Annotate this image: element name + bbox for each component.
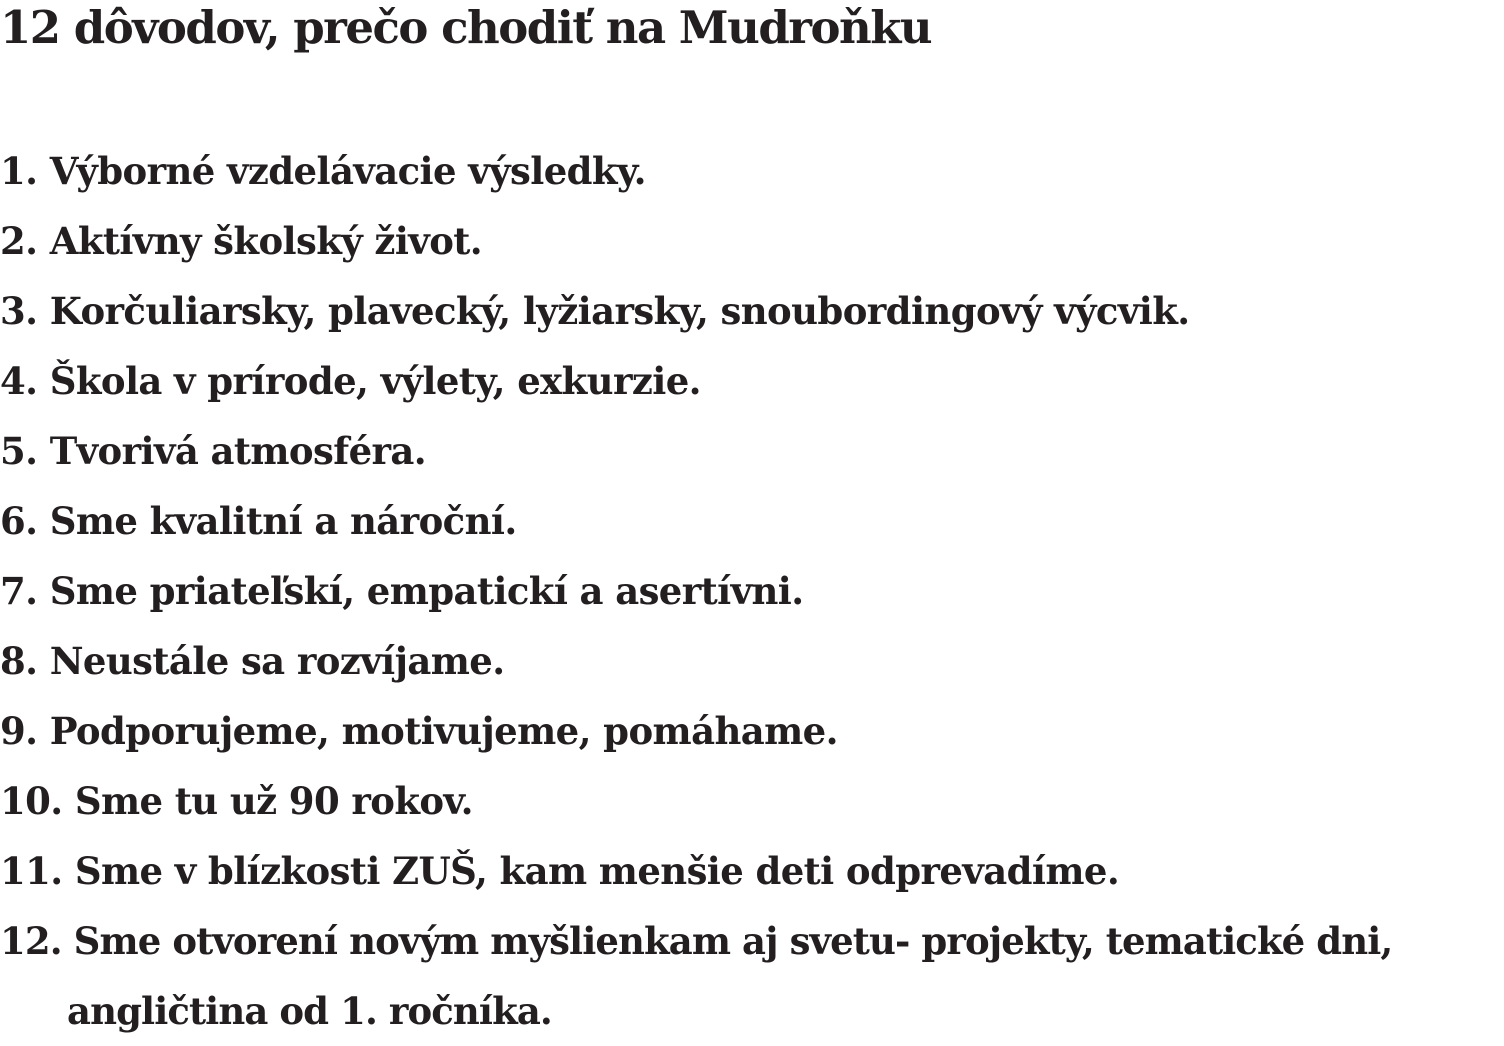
reason-item-4: 4. Škola v prírode, výlety, exkurzie. — [0, 359, 701, 403]
reason-item-5: 5. Tvorivá atmosféra. — [0, 429, 427, 473]
reason-item-8: 8. Neustále sa rozvíjame. — [0, 639, 505, 683]
reason-item-3: 3. Korčuliarsky, plavecký, lyžiarsky, snoubordingový výcvik. — [0, 289, 1190, 333]
reason-item-9: 9. Podporujeme, motivujeme, pomáhame. — [0, 709, 838, 753]
reason-item-10: 10. Sme tu už 90 rokov. — [0, 779, 473, 823]
reason-item-6: 6. Sme kvalitní a nároční. — [0, 499, 517, 543]
reason-item-12: 12. Sme otvorení novým myšlienkam aj svetu- projekty, tematické dni, angličtina od 1. ročníka. — [0, 919, 1393, 1033]
reason-item-2: 2. Aktívny školský život. — [0, 219, 483, 263]
page-title: 12 dôvodov, prečo chodiť na Mudroňku — [0, 1, 932, 54]
reason-item-11: 11. Sme v blízkosti ZUŠ, kam menšie deti odprevadíme. — [0, 849, 1120, 893]
reasons-list — [0, 136, 1504, 1046]
reason-item-7: 7. Sme priateľskí, empatickí a asertívni. — [0, 569, 804, 613]
reason-item-1: 1. Výborné vzdelávacie výsledky. — [0, 149, 646, 193]
